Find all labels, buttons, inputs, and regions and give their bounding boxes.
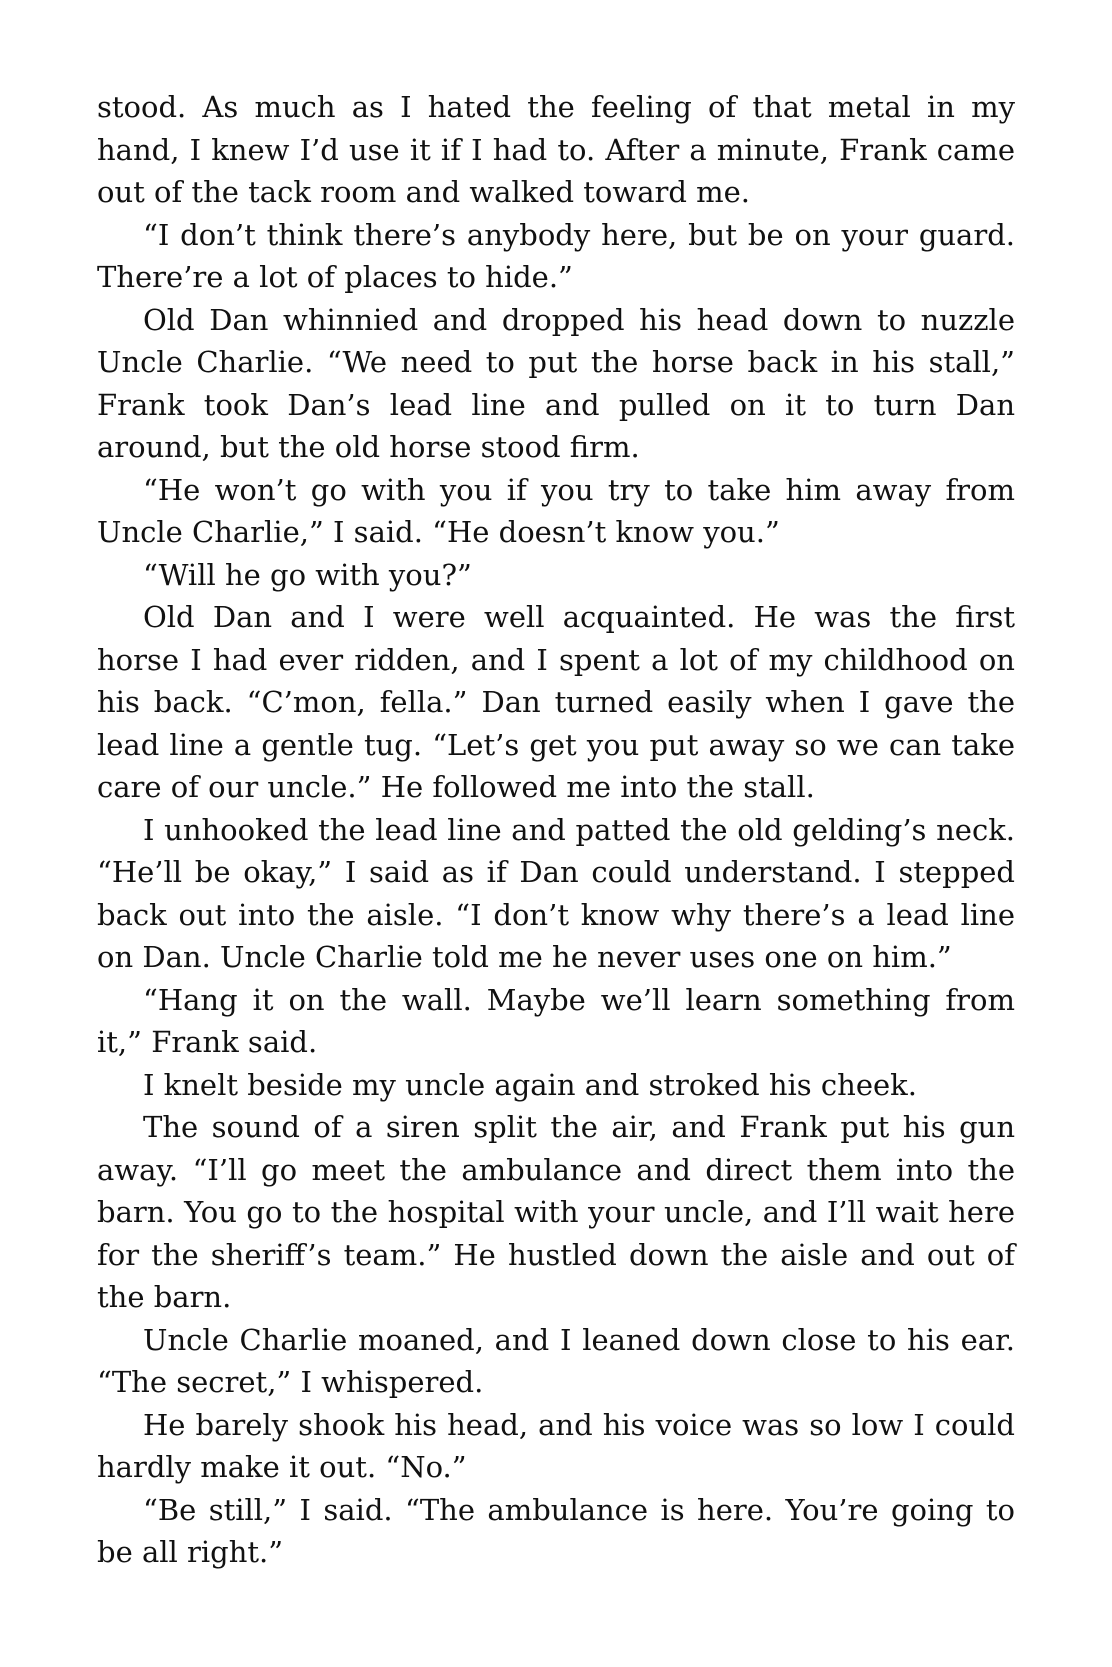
paragraph: Uncle Charlie moaned, and I leaned down close to his ear. “The secret,” I whispered. bbox=[97, 1322, 1015, 1399]
book-page bbox=[97, 86, 1015, 1574]
paragraph: He barely shook his head, and his voice was so low I could hardly make it out. “No.” bbox=[97, 1407, 1015, 1484]
paragraph: The sound of a siren split the air, and Frank put his gun away. “I’ll go meet the ambulance and direct them into the barn. You go to the hospital with your uncle, and I’ll wait here for the sheriff’s team.” He hustled down the aisle and out of the barn. bbox=[97, 1110, 1015, 1314]
paragraph: “He won’t go with you if you try to take him away from Uncle Charlie,” I said. “He doesn’t know you.” bbox=[97, 472, 1015, 549]
paragraph: “I don’t think there’s anybody here, but be on your guard. There’re a lot of places to hide.” bbox=[97, 217, 1015, 294]
paragraph: “Be still,” I said. “The ambulance is here. You’re going to be all right.” bbox=[97, 1492, 1015, 1569]
paragraph: I unhooked the lead line and patted the old gelding’s neck. “He’ll be okay,” I said as if Dan could understand. I stepped back out into the aisle. “I don’t know why there’s a lead line on Dan. Uncle Charlie told me he never uses one on him.” bbox=[97, 812, 1015, 974]
paragraph: Old Dan whinnied and dropped his head down to nuzzle Uncle Charlie. “We need to put the horse back in his stall,” Frank took Dan’s lead line and pulled on it to turn Dan around, but the old horse stood firm. bbox=[97, 302, 1015, 464]
paragraph: Old Dan and I were well acquainted. He was the first horse I had ever ridden, and I spent a lot of my childhood on his back. “C’mon, fella.” Dan turned easily when I gave the lead line a gentle tug. “Let’s get you put away so we can take care of our uncle.” He followed me into the stall. bbox=[97, 600, 1015, 804]
paragraph: stood. As much as I hated the feeling of that metal in my hand, I knew I’d use it if I had to. After a minute, Frank came out of the tack room and walked toward me. bbox=[97, 90, 1015, 209]
paragraph: “Hang it on the wall. Maybe we’ll learn something from it,” Frank said. bbox=[97, 982, 1015, 1059]
paragraph: I knelt beside my uncle again and stroked his cheek. bbox=[143, 1067, 917, 1102]
paragraph: “Will he go with you?” bbox=[143, 557, 472, 592]
